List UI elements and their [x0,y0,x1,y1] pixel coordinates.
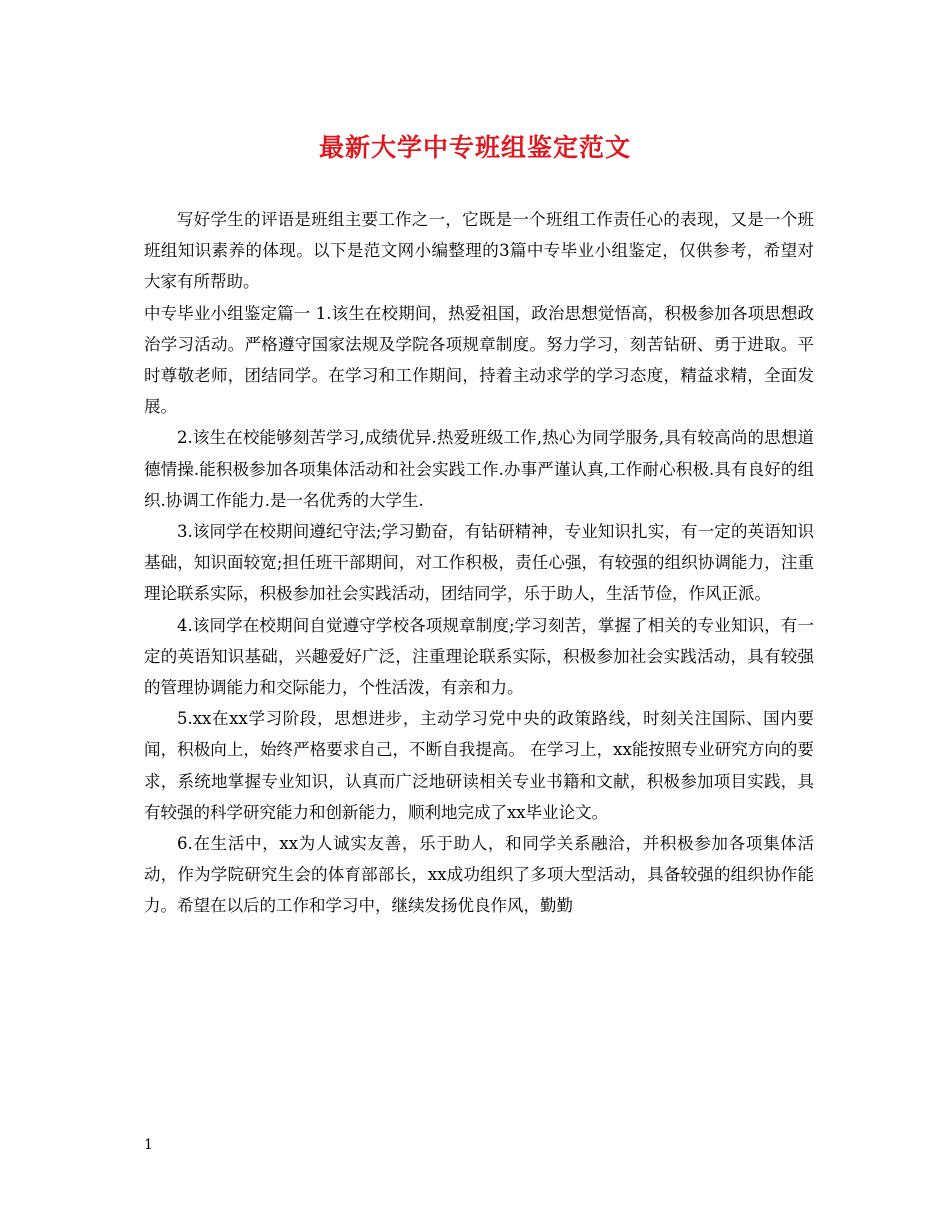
section-heading: 中专毕业小组鉴定篇一 [144,303,311,323]
document-body [144,204,814,922]
page-number: 1 [144,1137,153,1153]
paragraph-item-6: 6.在生活中，xx为人诚实友善，乐于助人，和同学关系融洽，并积极参加各项集体活动，作为学院研究生会的体育部部长，xx成功组织了多项大型活动，具备较强的组织协作能力。希望在以后的工作和学习中，继续发扬优良作风，勤勤 [144,834,814,916]
paragraph-item-4: 4.该同学在校期间自觉遵守学校各项规章制度;学习刻苦，掌握了相关的专业知识，有一定的英语知识基础，兴趣爱好广泛，注重理论联系实际，积极参加社会实践活动，具有较强的管理协调能力和交际能力，个性活泼，有亲和力。 [144,615,814,698]
intro-paragraph: 写好学生的评语是班组主要工作之一，它既是一个班组工作责任心的表现，又是一个班班组知识素养的体现。以下是范文网小编整理的3篇中专毕业小组鉴定，仅供参考，希望对大家有所帮助。 [144,210,814,292]
paragraph-item-3: 3.该同学在校期间遵纪守法;学习勤奋，有钻研精神，专业知识扎实，有一定的英语知识基础，知识面较宽;担任班干部期间，对工作积极，责任心强，有较强的组织协调能力，注重理论联系实际，积极参加社会实践活动，团结同学，乐于助人，生活节俭，作风正派。 [144,522,814,604]
section-first-item: 1.该生在校期间，热爱祖国，政治思想觉悟高，积极参加各项思想政治学习活动。严格遵守国家法规及学院各项规章制度。努力学习，刻苦钻研、勇于进取。平时尊敬老师，团结同学。在学习和工作期间，持着主动求学的学习态度，精益求精，全面发展。 [144,303,814,417]
paragraph-item-2: 2.该生在校能够刻苦学习,成绩优异.热爱班级工作,热心为同学服务,具有较高尚的思想道德情操.能积极参加各项集体活动和社会实践工作.办事严谨认真,工作耐心积极.具有良好的组织.协调工作能力.是一名优秀的大学生. [144,428,814,510]
document-title: 最新大学中专班组鉴定范文 [318,133,631,162]
section-one-paragraph [144,298,814,423]
paragraph-item-5: 5.xx在xx学习阶段，思想进步，主动学习党中央的政策路线，时刻关注国际、国内要闻，积极向上，始终严格要求自己，不断自我提高。 在学习上，xx能按照专业研究方向的要求，系统地掌握专业知识，认真而广泛地研读相关专业书籍和文献，积极参加项目实践，具有较强的科学研究能力和创新能力，顺利地完成了xx毕业论文。 [144,709,814,822]
